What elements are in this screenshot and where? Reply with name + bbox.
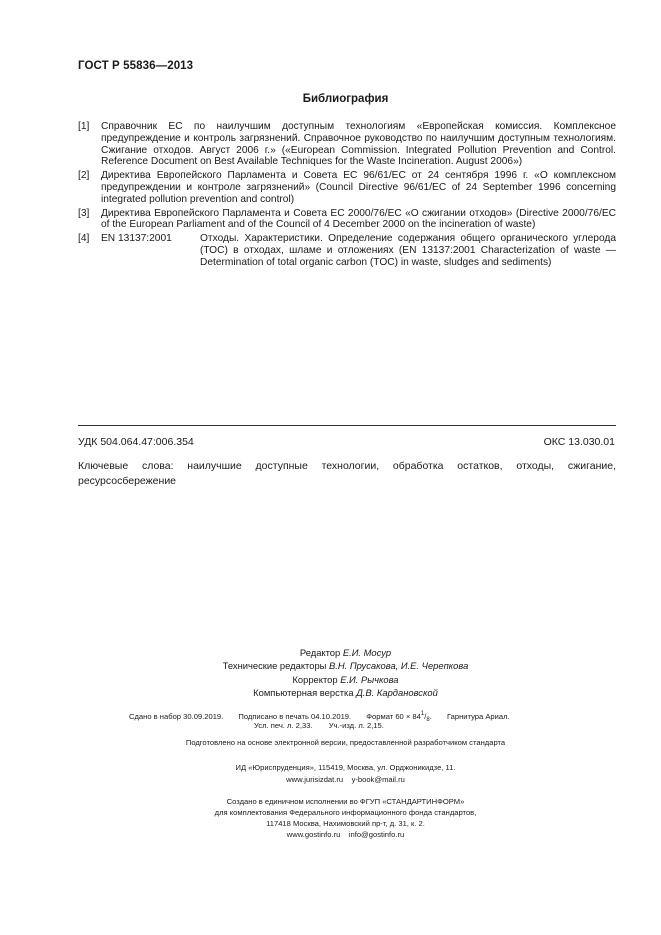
publication-sheets: Уч.-изд. л. 2,15. <box>328 721 384 730</box>
layout-name: Д.В. Кардановской <box>356 686 438 698</box>
print-sheets: Усл. печ. л. 2,33. <box>254 721 313 730</box>
editor-label: Редактор <box>299 647 341 658</box>
signed-date: Подписано в печать 04.10.2019. <box>238 712 352 721</box>
producer-website[interactable]: www.gostinfo.ru <box>286 830 341 839</box>
producer-block <box>0 796 661 840</box>
format-numerator: 1 <box>420 711 425 717</box>
divider <box>78 425 616 426</box>
bibliography-list <box>78 121 616 271</box>
producer-line-2: для комплектования Федерального информационного фонда стандартов, <box>214 808 477 817</box>
corrector-name: Е.И. Рычкова <box>340 673 399 685</box>
tech-editors-names: В.Н. Прусакова, И.Е. Черепкова <box>329 660 469 672</box>
corrector-label: Корректор <box>292 673 338 685</box>
oks-code: ОКС 13.030.01 <box>543 436 615 448</box>
bibliography-item <box>78 170 616 205</box>
layout-line <box>0 686 661 699</box>
bibliography-number: [2] <box>78 170 90 182</box>
bibliography-item <box>78 233 616 268</box>
format-denominator: 8 <box>426 717 430 723</box>
bibliography-text: Директива Европейского Парламента и Совета ЕС 96/61/ЕС от 24 сентября 1996 г. «О комплексном предупреждении и контроле загрязнений» (Council Directive 96/61/EC of 24 September 1996 concerning integrated pollution prevention and control) <box>101 170 616 205</box>
format-prefix: Формат 60 × 84 <box>366 712 421 721</box>
bibliography-number: [1] <box>78 121 90 132</box>
bibliography-title: Библиография <box>302 93 389 105</box>
corrector-line <box>0 673 661 686</box>
editor-line <box>0 646 661 659</box>
udk-code: УДК 504.064.47:006.354 <box>78 436 194 448</box>
print-info-line-2 <box>254 720 398 731</box>
publisher-email[interactable]: y-book@mail.ru <box>351 775 405 784</box>
bibliography-item <box>78 208 616 232</box>
producer-contacts <box>0 829 661 840</box>
bibliography-source: EN 13137:2001 <box>101 233 172 245</box>
tech-editors-line <box>0 659 661 672</box>
submitted-date: Сдано в набор 30.09.2019. <box>129 712 224 721</box>
credits-block <box>0 646 661 699</box>
standard-code: ГОСТ Р 55836—2013 <box>78 60 194 72</box>
bibliography-number: [3] <box>78 207 90 219</box>
bibliography-text: Директива Европейского Парламента и Совета ЕС 2000/76/ЕС «О сжигании отходов» (Directive 2000/76/EC of the European Parliament and of the Council of 4 December 2000 on the incineration of waste) <box>101 207 616 231</box>
tech-editors-label: Технические редакторы <box>222 660 327 672</box>
publisher-address: ИД «Юриспруденция», 115419, Москва, ул. Орджоникидзе, 11. <box>235 763 456 772</box>
keywords: Ключевые слова: наилучшие доступные технологии, обработка остатков, отходы, сжигание, ресурсосбережение <box>78 460 616 487</box>
producer-line-1: Создано в единичном исполнении во ФГУП «СТАНДАРТИНФОРМ» <box>226 797 465 806</box>
paper-format: Формат $60 \times 84^1/_8$. <box>366 711 432 723</box>
bibliography-item <box>78 121 616 168</box>
prepared-note: Подготовлено на основе электронной версии, предоставленной разработчиком стандарта <box>185 738 506 747</box>
layout-label: Компьютерная верстка <box>253 686 354 698</box>
bibliography-text: Справочник ЕС по наилучшим доступным технологиям «Европейская комиссия. Комплексное предупреждение и контроль загрязнений. Справочное руководство по наилучшим доступным технологиям. Сжигание отходов. Август 2006 г.» («European Commission. Integrated Pollution Prevention and Control. Reference Document on Best Available Techniques for the Waste Incineration. August 2006») <box>101 121 616 168</box>
bibliography-text: Отходы. Характеристики. Определение содержания общего органического углерода (ТОС) в отходах, шламе и отложениях (EN 13137:2001 Characterization of waste — Determination of total organic carbon (TOC) in waste, sludges and sediments) <box>200 233 616 268</box>
typeface: Гарнитура Ариал. <box>446 712 510 721</box>
producer-address: 117418 Москва, Нахимовский пр-т, д. 31, к. 2. <box>266 819 425 828</box>
editor-name: Е.И. Мосур <box>342 647 392 658</box>
bibliography-number: [4] <box>78 233 90 245</box>
publisher-contacts <box>0 774 661 786</box>
publisher-website[interactable]: www.jurisizdat.ru <box>286 775 344 784</box>
publisher-block <box>0 762 661 786</box>
producer-email[interactable]: info@gostinfo.ru <box>348 830 405 839</box>
